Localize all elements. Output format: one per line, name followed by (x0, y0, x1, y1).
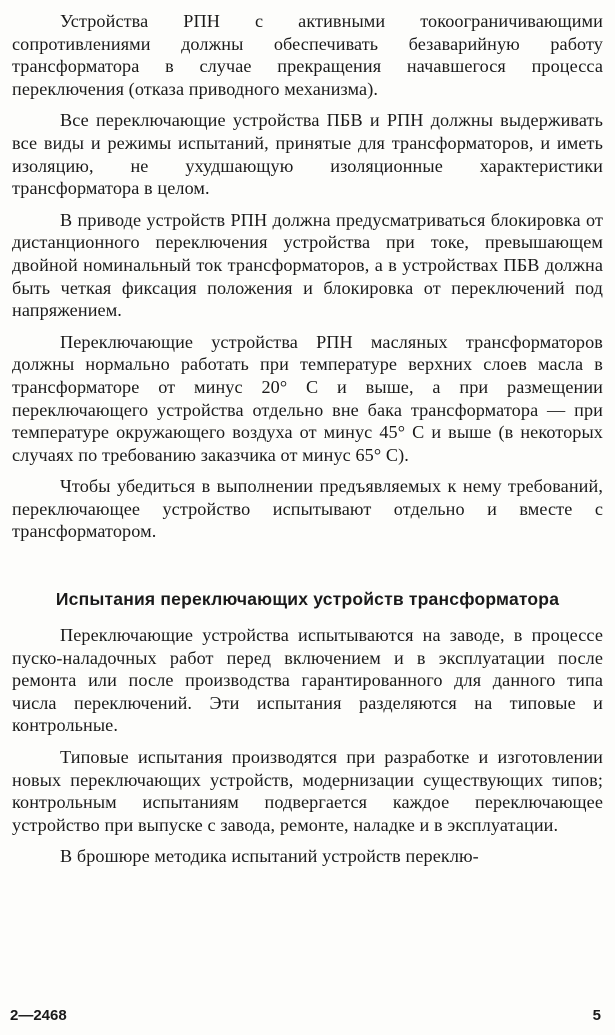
paragraph-type-tests: Типовые испытания производятся при разработке и изготовлении новых переключающих устройств, модернизации существующих типов; контрольным испытаниям подвергается каждое переключающее устройство при выпуске с завода, ремонте, наладке и в эксплуатации. (12, 747, 603, 835)
paragraph-rpn-drive-blocking: В приводе устройств РПН должна предусматриваться блокировка от дистанционного переключения устройства при токе, превышающем двойной номинальный ток трансформаторов, а в устройствах ПБВ должна быть четкая фиксация положения и блокировка от переключений под напряжением. (12, 209, 603, 321)
intro-text-block (12, 10, 603, 543)
section-heading: Испытания переключающих устройств трансформатора (55, 589, 560, 610)
paragraph-rpn-current-limiting: Устройства РПН с активными токоограничивающими сопротивлениями должны обеспечивать безаварийную работу трансформатора в случае прекращения начавшегося процесса переключения (отказа приводного механизма). (12, 11, 603, 99)
paragraph-tests-where: Переключающие устройства испытываются на заводе, в процессе пуско-наладочных работ перед включением и в эксплуатации после ремонта или после производства гарантированного для данного типа числа переключений. Эти испытания разделяются на типовые и контрольные. (12, 625, 603, 736)
page-footer (10, 1004, 603, 1028)
paragraph-pbv-rpn-tests: Все переключающие устройства ПБВ и РПН должны выдерживать все виды и режимы испытаний, принятые для трансформаторов, и иметь изоляцию, не ухудшающую изоляционные характеристики трансформатора в целом. (12, 110, 603, 199)
section-text-block (12, 624, 603, 868)
printer-signature: 2—2468 (10, 1007, 67, 1024)
paragraph-testing-requirements: Чтобы убедиться в выполнении предъявляемых к нему требований, переключающее устройство испытывают отдельно и вместе с трансформатором. (12, 476, 603, 542)
page-number: 5 (592, 1007, 601, 1024)
paragraph-rpn-temperature: Переключающие устройства РПН масляных трансформаторов должны нормально работать при температуре верхних слоев масла в трансформаторе от минус 20° С и выше, а при размещении переключающего устройства отдельно вне бака трансформатора — при температуре окружающего воздуха от минус 45° С и выше (в некоторых случаях по требованию заказчика от минус 65° С). (12, 331, 603, 465)
paragraph-brochure-method: В брошюре методика испытаний устройств переклю- (60, 846, 479, 867)
